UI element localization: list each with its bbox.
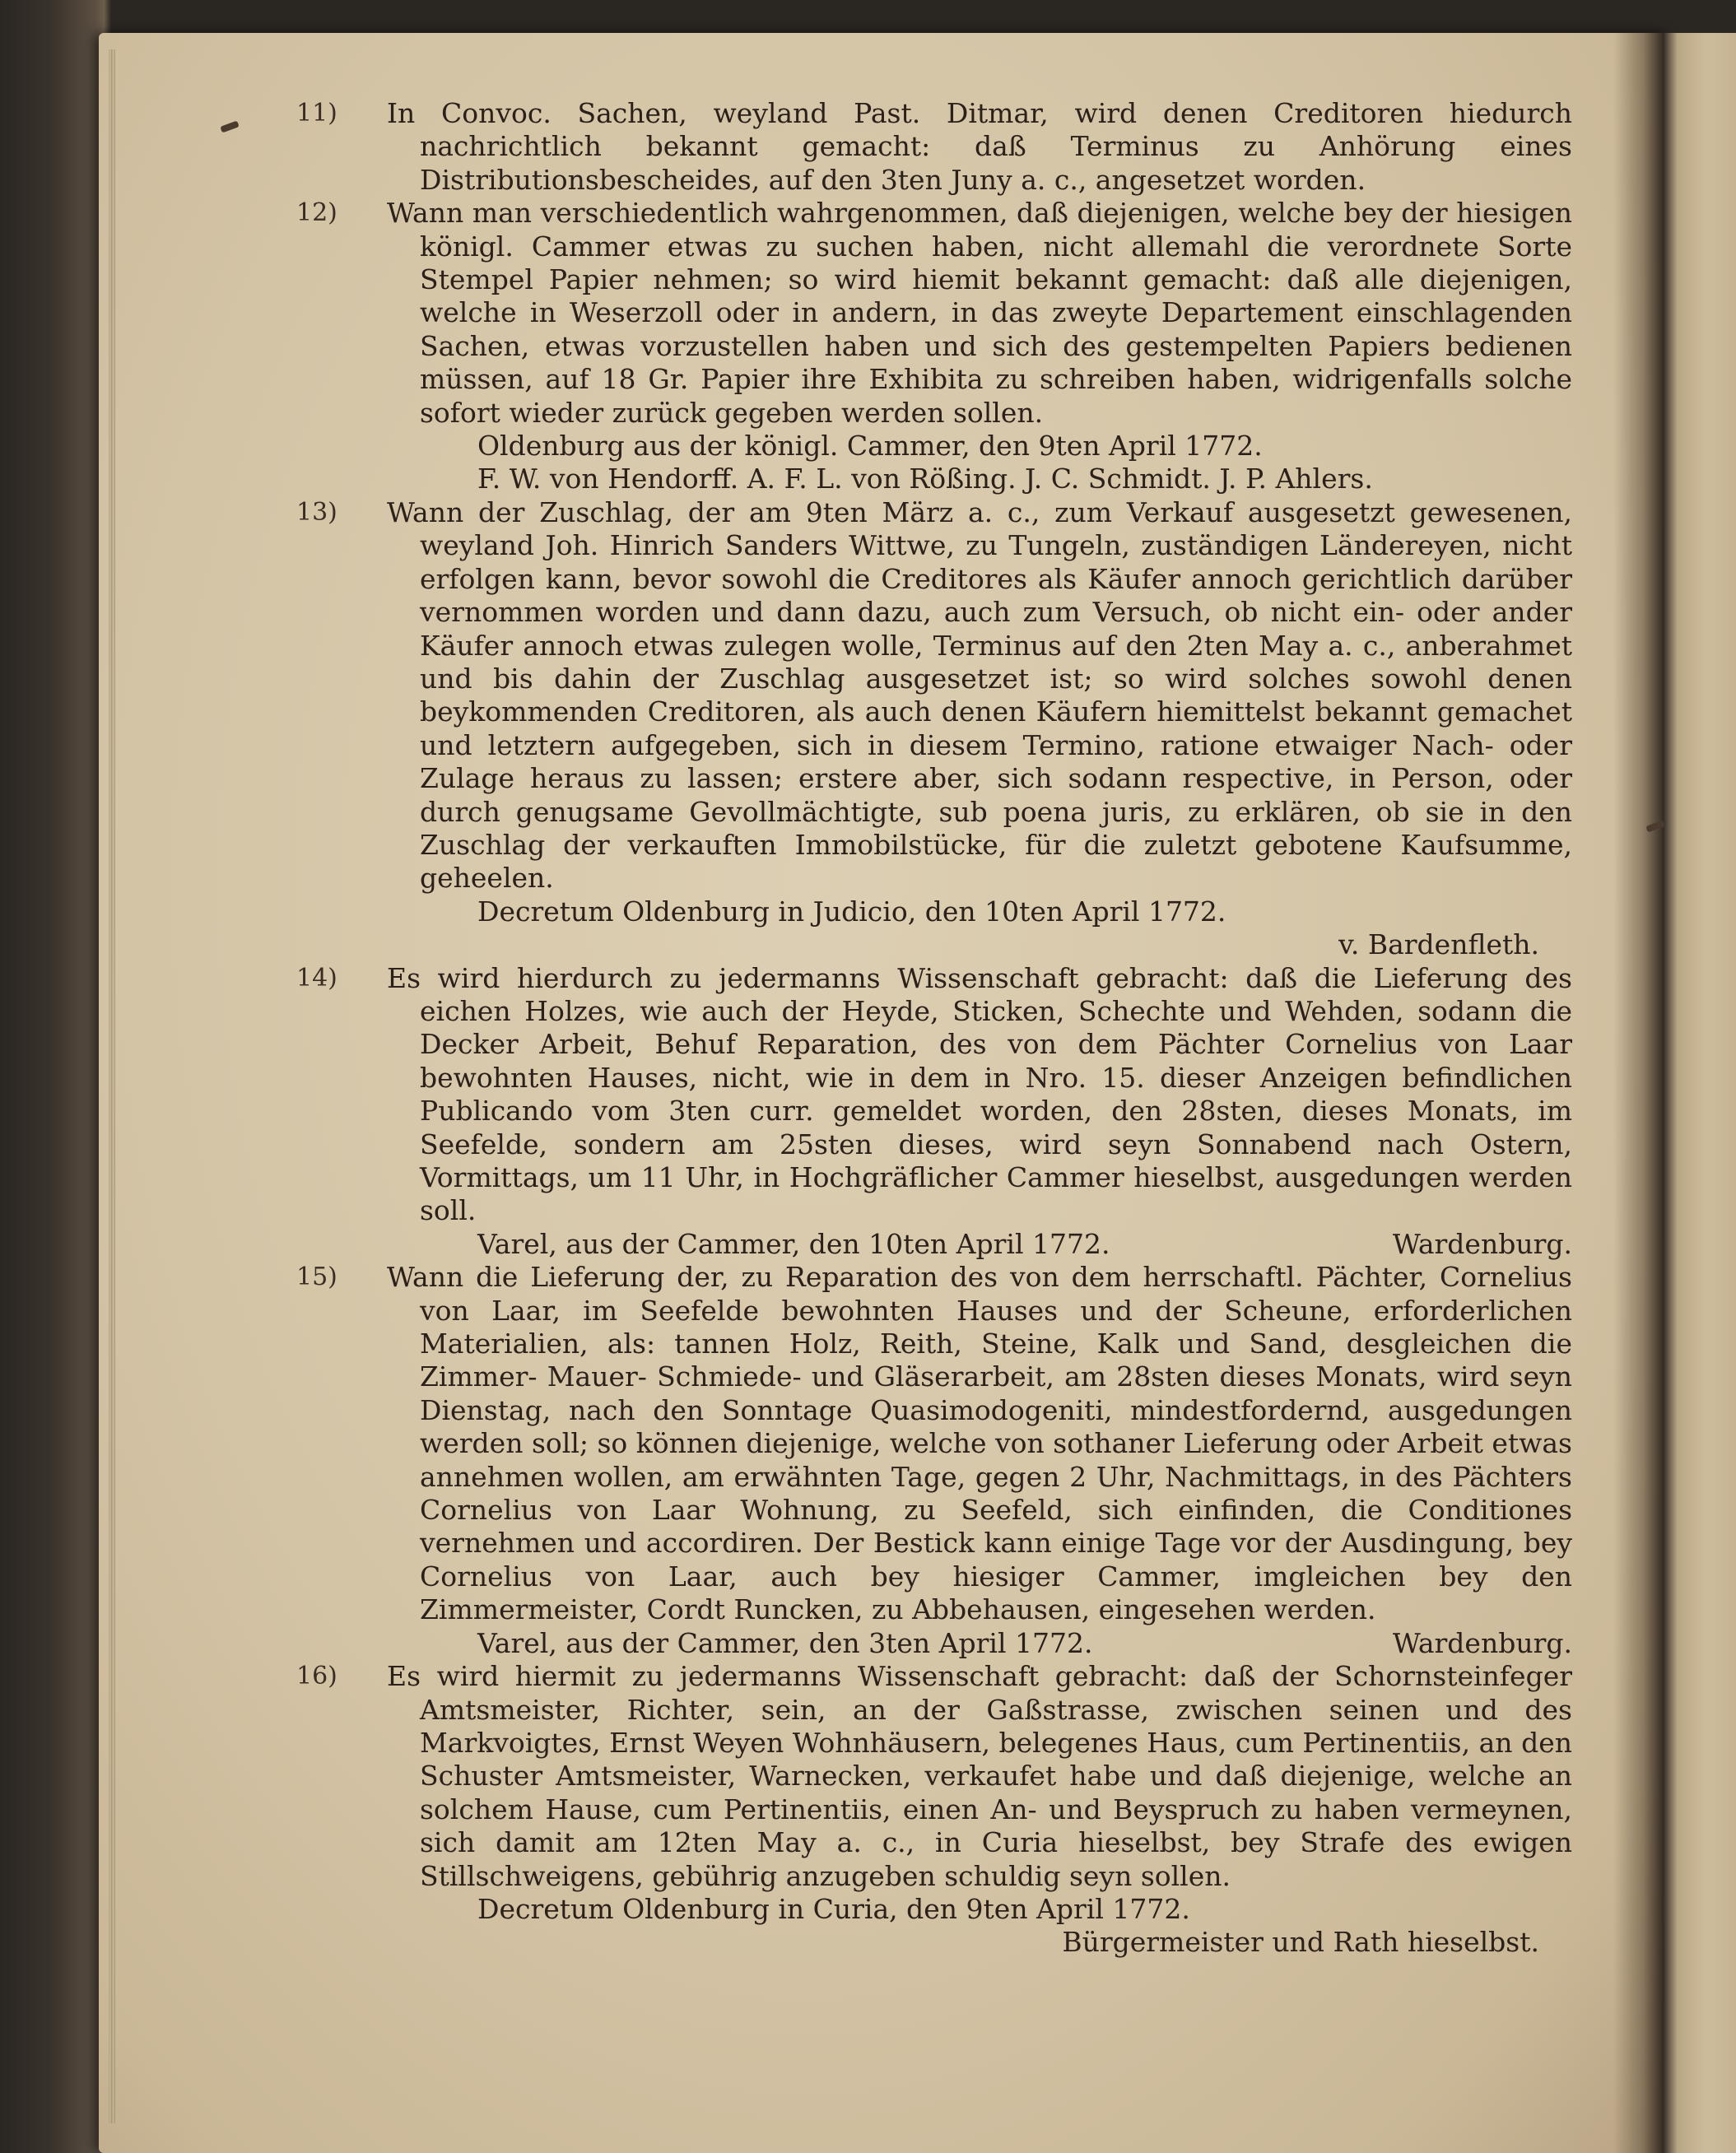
book-gutter	[1613, 33, 1663, 2153]
notice-body: Wann man verschiedentlich wahrgenommen, daß diejenigen, welche bey der hiesigen königl. Cammer etwas zu suchen haben, nicht allemahl die verordnete Sorte Stempel Papier nehmen; so wird hiemit bekannt gemacht: daß alle diejenigen, welche in Weserzoll oder in andern, in das zweyte Departement einschlagenden Sachen, etwas vorzustellen haben und sich des gestempelten Papiers bedienen müssen, auf 18 Gr. Papier ihre Exhibita zu schreiben haben, widrigenfalls solche sofort wieder zurück gegeben werden sollen.	[387, 197, 1572, 429]
notice-signer: v. Bardenfleth.	[1338, 928, 1539, 961]
notice-signer: Wardenburg.	[1392, 1626, 1572, 1659]
notice-12	[296, 197, 1572, 496]
notice-14	[296, 961, 1572, 1262]
notice-16	[296, 1660, 1572, 1960]
notice-signer: Wardenburg.	[1392, 1227, 1572, 1260]
page-text	[296, 97, 1572, 1960]
notice-dateline: Varel, aus der Cammer, den 10ten April 1772.	[477, 1227, 1110, 1260]
notice-dateline: Oldenburg aus der königl. Cammer, den 9ten April 1772.	[477, 430, 1263, 463]
notice-body: Wann der Zuschlag, der am 9ten März a. c., zum Verkauf ausgesetzt gewesenen, weyland Joh. Hinrich Sanders Wittwe, zu Tungeln, zuständigen Ländereyen, nicht erfolgen kann, bevor sowohl die Creditores als Käufer annoch gerichtlich darüber vernommen worden und dann dazu, auch zum Versuch, ob nicht ein- oder ander Käufer annoch etwas zulegen wolle, Terminus auf den 2ten May a. c., anberahmet und bis dahin der Zuschlag ausgesetzet ist; so wird solches sowohl denen beykommenden Creditoren, als auch denen Käufern hiemittelst bekannt gemachet und letztern aufgegeben, sich in diesem Termino, ratione etwaiger Nach- oder Zulage heraus zu lassen; erstere aber, sich sodann respective, in Person, oder durch genugsame Gevollmächtigte, sub poena juris, zu erklären, ob sie in den Zuschlag der verkauften Immobilstücke, für die zuletzt gebotene Kaufsumme, geheelen.	[387, 495, 1572, 895]
notice-body: Wann die Lieferung der, zu Reparation des von dem herrschaftl. Pächter, Cornelius von Laar, im Seefelde bewohnten Hauses und der Scheune, erforderlichen Materialien, als: tannen Holz, Reith, Steine, Kalk und Sand, desgleichen die Zimmer- Mauer- Schmiede- und Gläserarbeit, am 28sten dieses Monats, wird seyn Dienstag, nach den Sonntage Quasimodogeniti, mindestfordernd, ausgedungen werden soll; so können diejenige, welche von sothaner Lieferung oder Arbeit etwas annehmen wollen, am erwähnten Tage, gegen 2 Uhr, Nachmittags, in des Pächters Cornelius von Laar Wohnung, zu Seefeld, sich einfinden, die Conditiones vernehmen und accordiren. Der Bestick kann einige Tage vor der Ausdingung, bey Cornelius von Laar, auch bey hiesiger Cammer, imgleichen bey den Zimmermeister, Cordt Runcken, zu Abbehausen, eingesehen werden.	[387, 1261, 1572, 1626]
notice-dateline: Varel, aus der Cammer, den 3ten April 1772.	[477, 1626, 1093, 1659]
notice-signatories: F. W. von Hendorff. A. F. L. von Rößing. J. C. Schmidt. J. P. Ahlers.	[477, 463, 1373, 495]
page-edge	[109, 49, 115, 2123]
notice-footer	[387, 1228, 1572, 1261]
notice-footer	[387, 1627, 1572, 1660]
notice-number: 13)	[296, 497, 337, 527]
notice-body: Es wird hiermit zu jedermanns Wissenschaft gebracht: daß der Schornsteinfeger Amtsmeister, Richter, sein, an der Gaßstrasse, zwischen seinen und des Markvoigtes, Ernst Weyen Wohnhäusern, belegenes Haus, cum Pertinentiis, an den Schuster Amtsmeister, Warnecken, verkaufet habe und daß diejenige, welche an solchem Hause, cum Pertinentiis, einen An- und Beyspruch zu haben vermeynen, sich damit am 12ten May a. c., in Curia hieselbst, bey Strafe des ewigen Stillschweigens, gebührig anzugeben schuldig seyn sollen.	[387, 1660, 1572, 1892]
notice-body: In Convoc. Sachen, weyland Past. Ditmar, wird denen Creditoren hiedurch nachrichtlich bekannt gemacht: daß Terminus zu Anhörung eines Distributionsbescheides, auf den 3ten Juny a. c., angesetzet worden.	[387, 97, 1572, 196]
notice-15	[296, 1261, 1572, 1660]
notice-number: 12)	[296, 198, 337, 228]
notice-number: 16)	[296, 1662, 337, 1691]
notice-number: 15)	[296, 1263, 337, 1292]
notice-dateline: Decretum Oldenburg in Judicio, den 10ten April 1772.	[477, 895, 1226, 928]
notice-signer: Bürgermeister und Rath hieselbst.	[1062, 1926, 1539, 1959]
notice-dateline: Decretum Oldenburg in Curia, den 9ten April 1772.	[477, 1892, 1190, 1925]
notice-number: 14)	[296, 963, 337, 993]
facing-page-edge	[1663, 33, 1736, 2153]
notice-body: Es wird hierdurch zu jedermanns Wissenschaft gebracht: daß die Lieferung des eichen Holzes, wie auch der Heyde, Sticken, Schechte und Wehden, sodann die Decker Arbeit, Behuf Reparation, des von dem Pächter Cornelius von Laar bewohnten Hauses, nicht, wie in dem in Nro. 15. dieser Anzeigen befindlichen Publicando vom 3ten curr. gemeldet worden, den 28sten, dieses Monats, im Seefelde, sondern am 25sten dieses, wird seyn Sonnabend nach Ostern, Vormittags, um 11 Uhr, in Hochgräflicher Cammer hieselbst, ausgedungen werden soll.	[387, 961, 1572, 1227]
notice-13	[296, 495, 1572, 962]
notice-number: 11)	[296, 99, 337, 128]
notice-11	[296, 97, 1572, 197]
